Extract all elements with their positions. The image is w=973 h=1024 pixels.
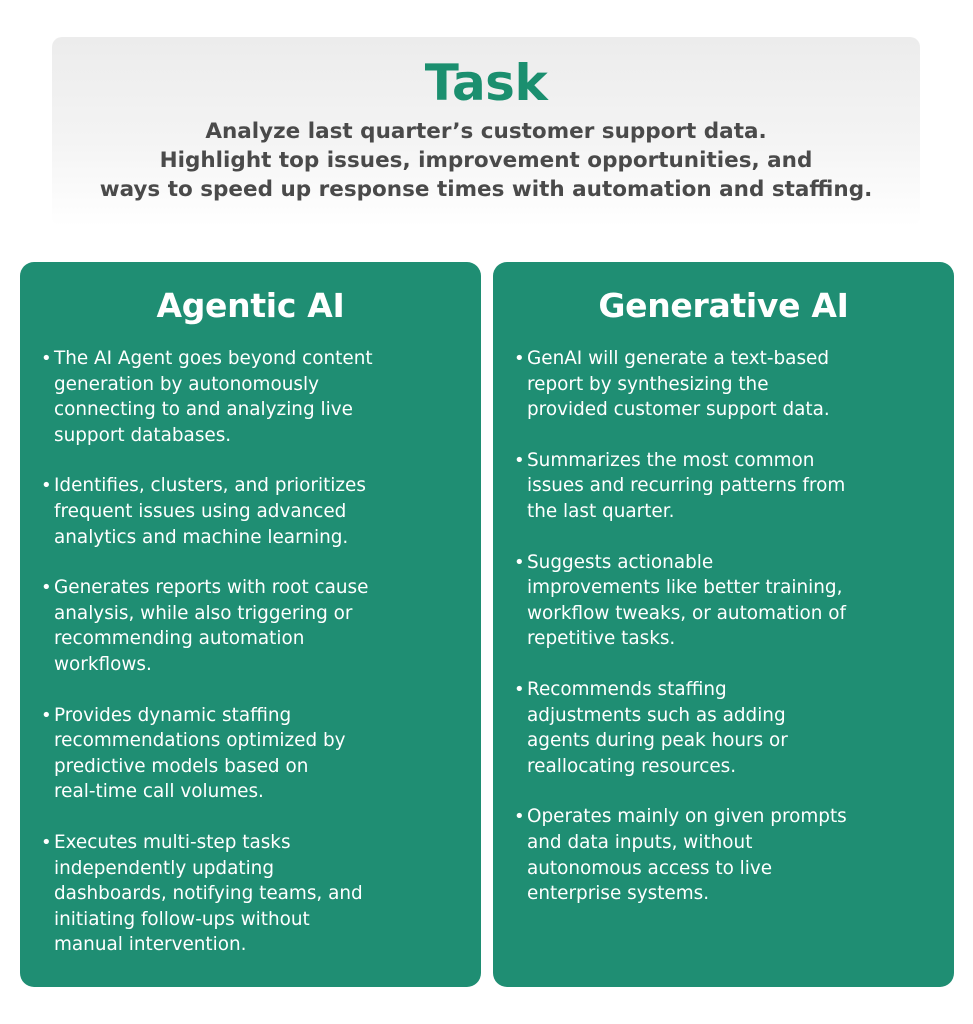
list-item-text: Provides dynamic staffing recommendations optimized by predictive models based on real-time call volumes. — [54, 704, 346, 803]
bullet-icon: • — [514, 678, 525, 700]
list-item — [514, 550, 936, 652]
list-item — [41, 703, 463, 805]
list-item-text: Generates reports with root cause analysis, while also triggering or recommending automation workflows. — [54, 577, 369, 675]
generative-ai-panel — [493, 262, 954, 987]
list-item-text: The AI Agent goes beyond content generation by autonomously connecting to and analyzing live support databases. — [54, 348, 373, 446]
list-item-text: Operates mainly on given prompts and data inputs, without autonomous access to live enterprise systems. — [527, 806, 847, 905]
list-item-text: Recommends staffing adjustments such as adding agents during peak hours or reallocating resources. — [527, 678, 788, 777]
list-item — [514, 677, 936, 779]
task-title: Task — [424, 54, 548, 112]
task-description-line: ways to speed up response times with automation and staffing. — [99, 177, 873, 202]
task-card — [52, 37, 920, 227]
list-item-text: Identifies, clusters, and prioritizes frequent issues using advanced analytics and machine learning. — [54, 475, 366, 548]
panel-title: Agentic AI — [156, 286, 345, 325]
list-item — [514, 804, 936, 906]
bullet-icon: • — [41, 475, 52, 497]
list-item — [514, 448, 936, 525]
list-item — [41, 346, 463, 448]
bullet-icon: • — [41, 831, 52, 853]
bullet-icon: • — [41, 704, 52, 726]
bullet-icon: • — [514, 551, 525, 573]
agentic-ai-list — [20, 346, 481, 958]
list-item — [41, 830, 463, 958]
bullet-icon: • — [41, 577, 52, 599]
generative-ai-list — [493, 346, 954, 907]
bullet-icon: • — [514, 806, 525, 828]
bullet-icon: • — [514, 348, 525, 369]
bullet-icon: • — [514, 449, 525, 471]
list-item — [41, 473, 463, 550]
agentic-ai-panel — [20, 262, 481, 987]
list-item — [514, 346, 936, 423]
task-description-line: Analyze last quarter’s customer support data. — [205, 119, 767, 144]
task-description — [52, 117, 920, 204]
panel-title: Generative AI — [598, 286, 849, 325]
list-item-text: GenAI will generate a text-based report by synthesizing the provided customer support data. — [527, 348, 830, 421]
list-item-text: Suggests actionable improvements like better training, workflow tweaks, or automation of repetitive tasks. — [527, 551, 847, 650]
list-item-text: Executes multi-step tasks independently updating dashboards, notifying teams, and initiating follow-ups without manual intervention. — [54, 831, 363, 956]
task-description-line: Highlight top issues, improvement opportunities, and — [159, 148, 813, 173]
list-item-text: Summarizes the most common issues and recurring patterns from the last quarter. — [527, 449, 846, 522]
list-item — [41, 575, 463, 677]
bullet-icon: • — [41, 348, 52, 369]
